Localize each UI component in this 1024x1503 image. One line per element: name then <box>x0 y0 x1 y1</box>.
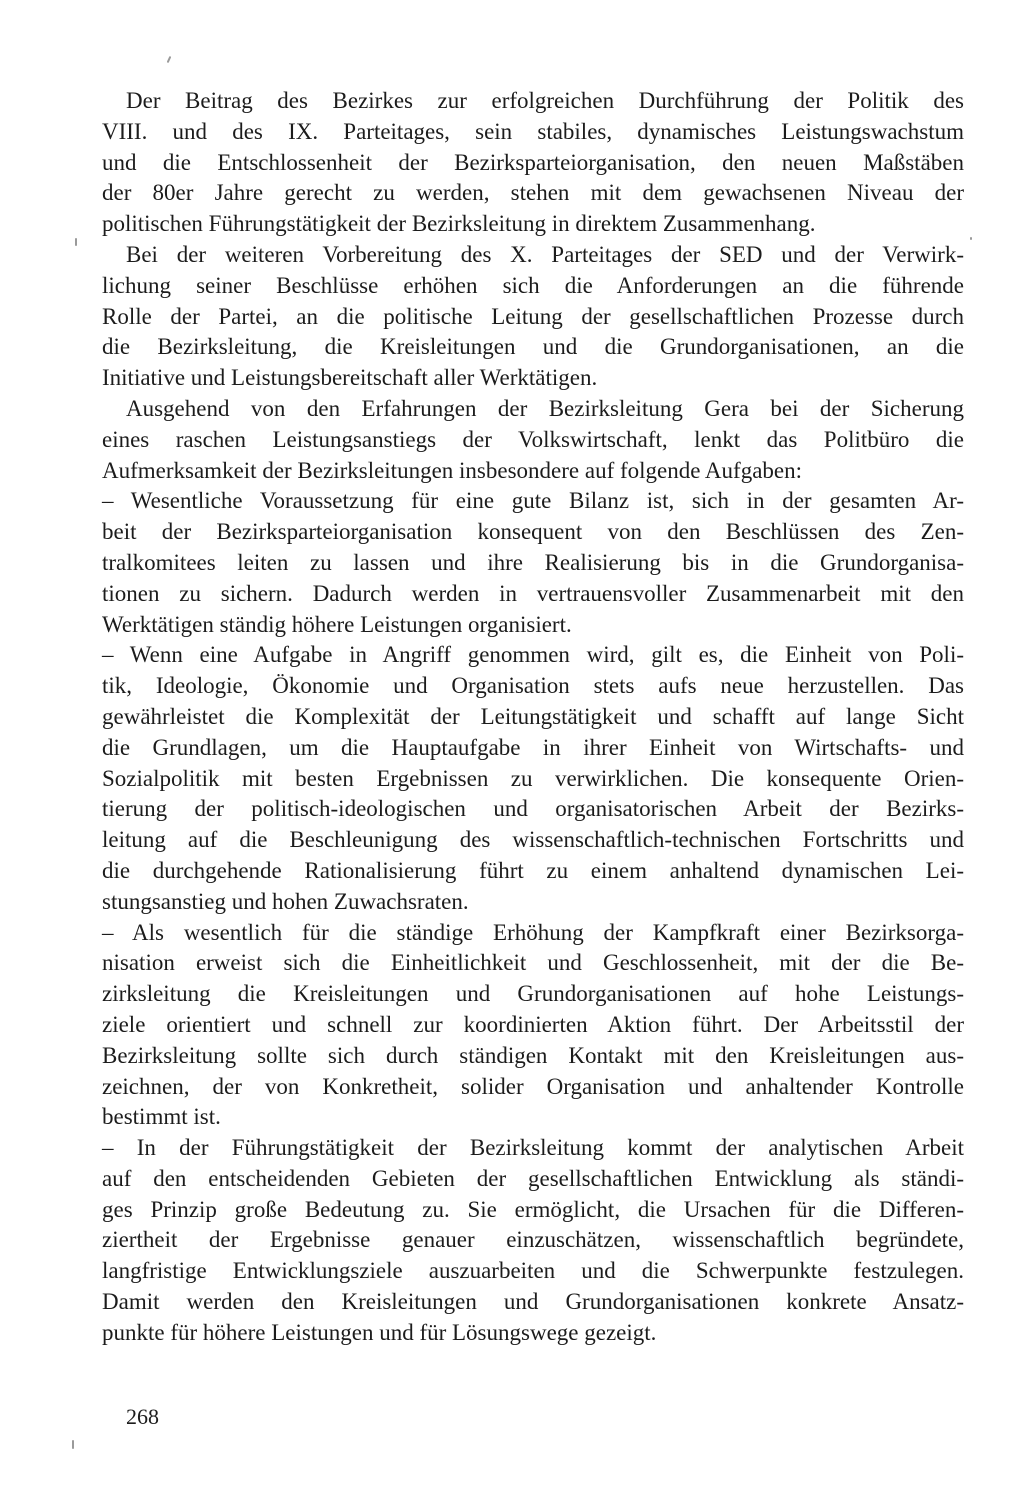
text-line: zeichnen, der von Konkretheit, solider Organisation und anhaltender Kontrolle <box>102 1073 964 1099</box>
text-line: punkte für höhere Leistungen und für Lösungswege gezeigt. <box>102 1319 657 1345</box>
scan-speck <box>75 238 77 246</box>
text-line: tik, Ideologie, Ökonomie und Organisation stets aufs neue herzustellen. Das <box>102 673 964 699</box>
text-line: – Wesentliche Voraussetzung für eine gute Bilanz ist, sich in der gesamten Ar- <box>102 488 964 514</box>
text-line: tralkomitees leiten zu lassen und ihre Realisierung bis in die Grundorganisa- <box>102 549 964 575</box>
text-line: die durchgehende Rationalisierung führt zu einem anhaltend dynamischen Lei- <box>102 857 964 883</box>
text-line: die Grundlagen, um die Hauptaufgabe in ihrer Einheit von Wirtschafts- und <box>102 734 964 760</box>
scan-speck <box>167 56 172 63</box>
text-line: langfristige Entwicklungsziele auszuarbeiten und die Schwerpunkte festzulegen. <box>102 1258 964 1284</box>
text-line: die Bezirksleitung, die Kreisleitungen und die Grundorganisationen, an die <box>102 334 964 360</box>
page-number: 268 <box>126 1404 159 1429</box>
text-line: leitung auf die Beschleunigung des wissenschaftlich-technischen Fortschritts und <box>102 827 964 853</box>
paragraph <box>102 918 964 1134</box>
document-body <box>102 86 964 1349</box>
text-line: Werktätigen ständig höhere Leistungen organisiert. <box>102 611 572 637</box>
paragraph <box>102 486 964 640</box>
scan-speck <box>970 237 972 240</box>
text-line: stungsanstieg und hohen Zuwachsraten. <box>102 888 469 914</box>
text-line: ges Prinzip große Bedeutung zu. Sie ermöglicht, die Ursachen für die Differen- <box>102 1196 964 1222</box>
text-line: Damit werden den Kreisleitungen und Grundorganisationen konkrete Ansatz- <box>102 1289 964 1315</box>
text-line: – In der Führungstätigkeit der Bezirksleitung kommt der analytischen Arbeit <box>102 1135 964 1161</box>
text-line: Rolle der Partei, an die politische Leitung der gesellschaftlichen Prozesse durch <box>102 303 964 329</box>
scan-speck <box>72 1440 74 1449</box>
paragraph <box>102 1133 964 1349</box>
text-line: lichung seiner Beschlüsse erhöhen sich die Anforderungen an die führende <box>102 272 964 298</box>
text-line: zirksleitung die Kreisleitungen und Grundorganisationen auf hohe Leistungs- <box>102 981 964 1007</box>
text-line: nisation erweist sich die Einheitlichkeit und Geschlossenheit, mit der die Be- <box>102 950 964 976</box>
paragraph <box>102 86 964 240</box>
text-line: Bezirksleitung sollte sich durch ständigen Kontakt mit den Kreisleitungen aus- <box>102 1042 964 1068</box>
text-line: eines raschen Leistungsanstiegs der Volkswirtschaft, lenkt das Politbüro die <box>102 426 964 452</box>
paragraph <box>102 640 964 917</box>
text-line: Sozialpolitik mit besten Ergebnissen zu verwirklichen. Die konsequente Orien- <box>102 765 964 791</box>
text-line: gewährleistet die Komplexität der Leitungstätigkeit und schafft auf lange Sicht <box>102 703 964 729</box>
text-line: – Wenn eine Aufgabe in Angriff genommen wird, gilt es, die Einheit von Poli- <box>102 642 964 668</box>
text-line: bestimmt ist. <box>102 1104 221 1130</box>
text-line: der 80er Jahre gerecht zu werden, stehen mit dem gewachsenen Niveau der <box>102 180 964 206</box>
text-line: und die Entschlossenheit der Bezirksparteiorganisation, den neuen Maßstäben <box>102 149 964 175</box>
paragraph <box>102 240 964 394</box>
text-line: Der Beitrag des Bezirkes zur erfolgreichen Durchführung der Politik des <box>126 88 964 113</box>
text-line: VIII. und des IX. Parteitages, sein stabiles, dynamisches Leistungswachstum <box>102 118 964 144</box>
text-line: – Als wesentlich für die ständige Erhöhung der Kampfkraft einer Bezirksorga- <box>102 919 964 945</box>
text-line: politischen Führungstätigkeit der Bezirksleitung in direktem Zusammenhang. <box>102 211 816 237</box>
text-line: ziertheit der Ergebnisse genauer einzuschätzen, wissenschaftlich begründete, <box>102 1227 964 1253</box>
text-line: beit der Bezirksparteiorganisation konsequent von den Beschlüssen des Zen- <box>102 519 964 545</box>
text-line: auf den entscheidenden Gebieten der gesellschaftlichen Entwicklung als ständi- <box>102 1165 964 1191</box>
text-line: tionen zu sichern. Dadurch werden in vertrauensvoller Zusammenarbeit mit den <box>102 580 964 606</box>
text-line: Ausgehend von den Erfahrungen der Bezirksleitung Gera bei der Sicherung <box>126 395 964 421</box>
text-line: ziele orientiert und schnell zur koordinierten Aktion führt. Der Arbeitsstil der <box>102 1011 964 1037</box>
text-line: tierung der politisch-ideologischen und organisatorischen Arbeit der Bezirks- <box>102 796 964 822</box>
text-line: Initiative und Leistungsbereitschaft aller Werktätigen. <box>102 365 598 391</box>
paragraph <box>102 394 964 486</box>
text-line: Bei der weiteren Vorbereitung des X. Parteitages der SED und der Verwirk- <box>126 241 964 267</box>
text-line: Aufmerksamkeit der Bezirksleitungen insbesondere auf folgende Aufgaben: <box>102 457 802 483</box>
